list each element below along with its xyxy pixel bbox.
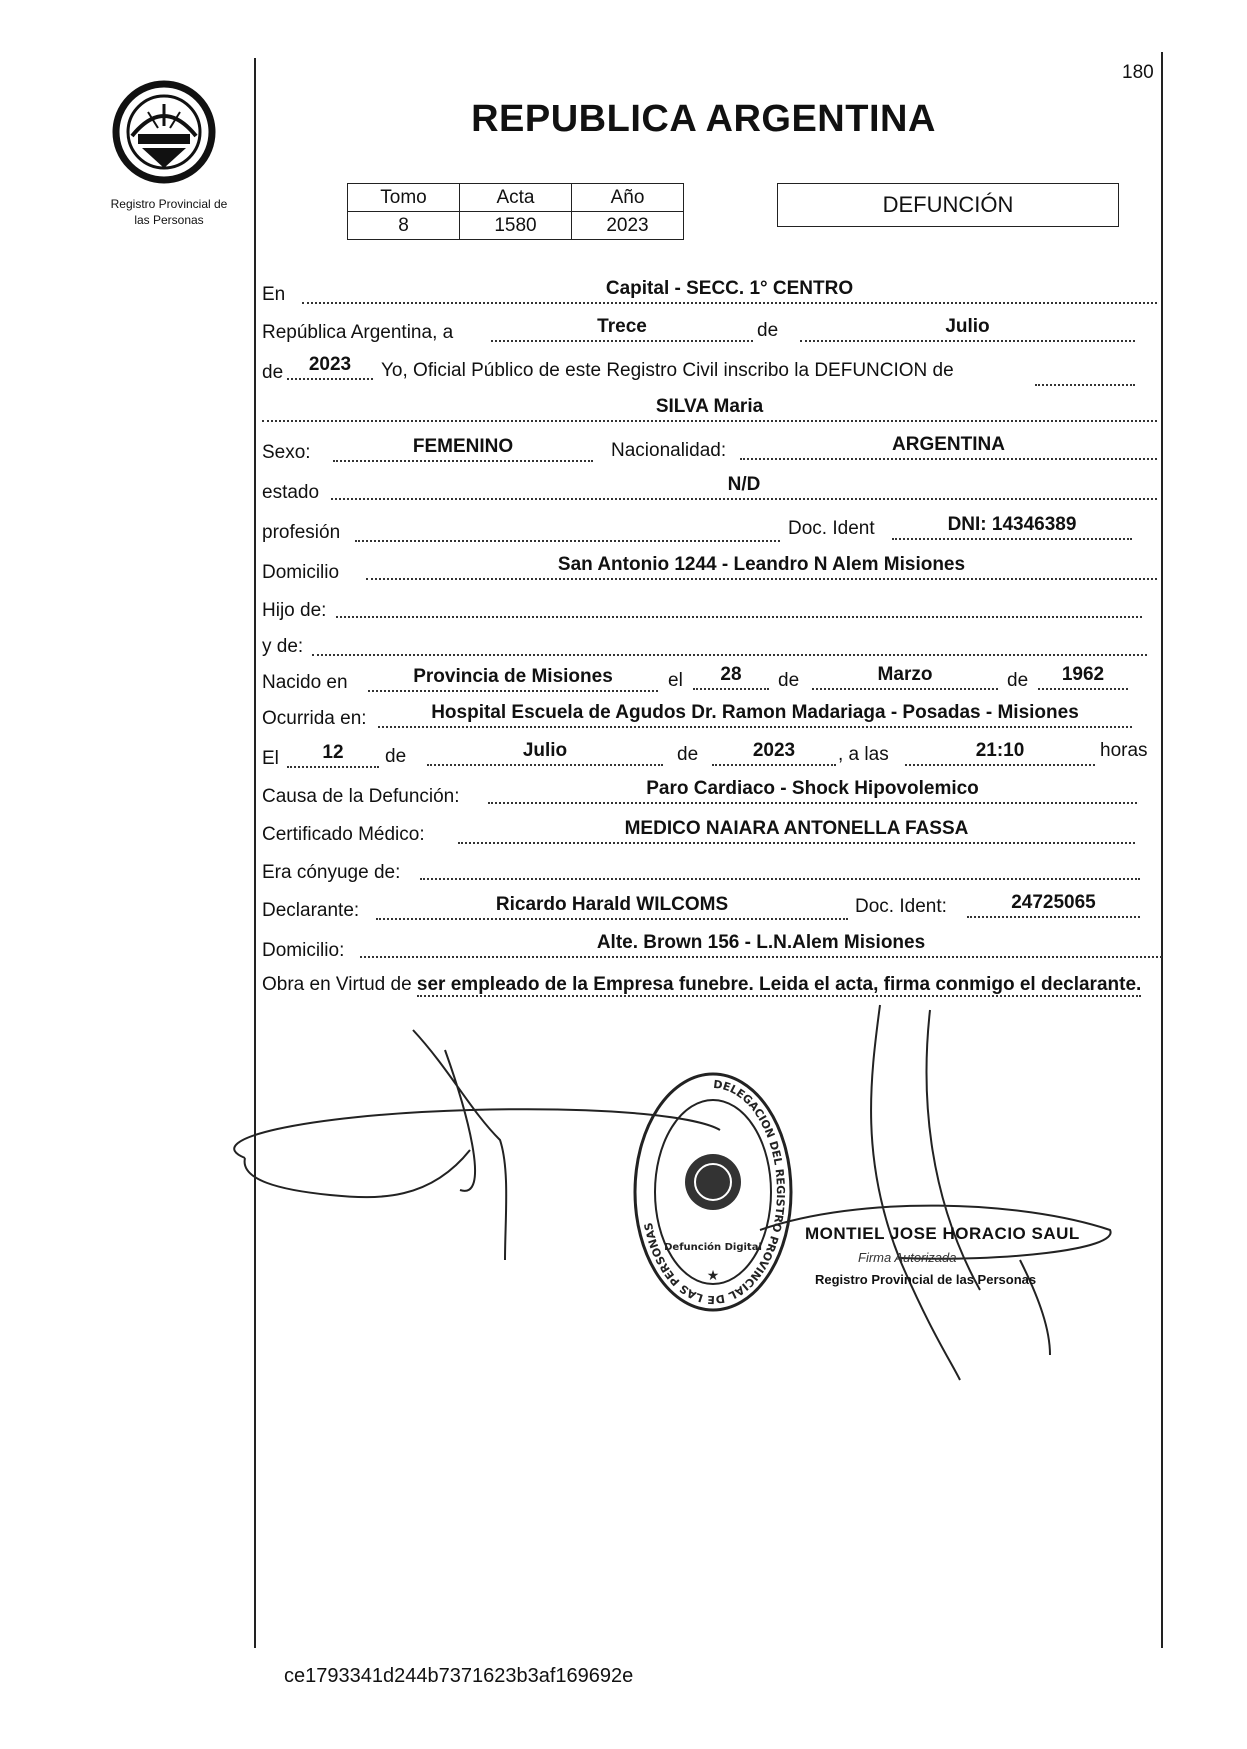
death-day-value: 12 bbox=[287, 740, 379, 768]
label-horas: horas bbox=[1100, 740, 1148, 761]
registry-label-line2: las Personas bbox=[134, 213, 204, 227]
anio-header: Año bbox=[572, 184, 684, 212]
location-value: Capital - SECC. 1° CENTRO bbox=[302, 276, 1157, 304]
declarant-address-value: Alte. Brown 156 - L.N.Alem Misiones bbox=[360, 930, 1162, 958]
closing-underlined: ser empleado de la Empresa funebre. Leida el acta, firma conmigo el declarante. bbox=[416, 974, 1142, 995]
deceased-name-value: SILVA Maria bbox=[262, 394, 1157, 422]
label-en: En bbox=[262, 284, 286, 305]
address-value: San Antonio 1244 - Leandro N Alem Misiones bbox=[366, 552, 1157, 580]
document-hash: ce1793341d244b7371623b3af169692e bbox=[284, 1665, 634, 1687]
tomo-value: 8 bbox=[348, 212, 460, 240]
birth-place-value: Provincia de Misiones bbox=[368, 664, 658, 692]
official-name: MONTIEL JOSE HORACIO SAUL bbox=[805, 1224, 1080, 1243]
stamp-inner-text: Defunción Digital bbox=[664, 1242, 762, 1253]
acta-header: Acta bbox=[460, 184, 572, 212]
label-a-las: , a las bbox=[838, 744, 889, 765]
certifier-value: MEDICO NAIARA ANTONELLA FASSA bbox=[458, 816, 1135, 844]
label-de-month: de bbox=[757, 320, 779, 341]
official-office: Registro Provincial de las Personas bbox=[815, 1272, 1037, 1287]
label-doc-ident-declarant: Doc. Ident: bbox=[855, 896, 947, 917]
tomo-header: Tomo bbox=[348, 184, 460, 212]
year-value: 2023 bbox=[287, 352, 373, 380]
death-place-value: Hospital Escuela de Agudos Dr. Ramon Madariaga - Posadas - Misiones bbox=[378, 700, 1132, 728]
label-estado: estado bbox=[262, 482, 320, 503]
label-el: el bbox=[668, 670, 683, 691]
death-month-value: Julio bbox=[427, 738, 663, 766]
label-y-de: y de: bbox=[262, 636, 304, 657]
label-el-cap: El bbox=[262, 748, 279, 769]
label-de-birth-year: de bbox=[1007, 670, 1029, 691]
label-certificado: Certificado Médico: bbox=[262, 824, 425, 845]
closing-prefix: Obra en Virtud de bbox=[262, 974, 417, 995]
stamp-star-icon: ★ bbox=[706, 1268, 720, 1284]
death-time-value: 21:10 bbox=[905, 738, 1095, 766]
birth-day-value: 28 bbox=[693, 662, 769, 690]
label-sexo: Sexo: bbox=[262, 442, 311, 463]
page-number: 180 bbox=[1122, 62, 1154, 83]
month-value: Julio bbox=[800, 314, 1135, 342]
label-conyuge: Era cónyuge de: bbox=[262, 862, 401, 883]
sex-value: FEMENINO bbox=[333, 434, 593, 462]
label-nacido-en: Nacido en bbox=[262, 672, 348, 693]
label-de-year: de bbox=[262, 362, 284, 383]
label-nacionalidad: Nacionalidad: bbox=[611, 440, 727, 461]
official-role: Firma Autorizada bbox=[858, 1250, 957, 1265]
label-profesion: profesión bbox=[262, 522, 341, 543]
cause-value: Paro Cardiaco - Shock Hipovolemico bbox=[488, 776, 1137, 804]
declarant-doc-value: 24725065 bbox=[967, 890, 1140, 918]
declarant-value: Ricardo Harald WILCOMS bbox=[376, 892, 848, 920]
stamp-ring-text: DELEGACION DEL REGISTRO PROVINCIAL DE LAS PERSONAS bbox=[641, 1077, 787, 1307]
label-de-death-year: de bbox=[677, 744, 699, 765]
day-words-value: Trece bbox=[491, 314, 753, 342]
label-de-death-month: de bbox=[385, 746, 407, 767]
document-title: REPUBLICA ARGENTINA bbox=[471, 98, 936, 140]
death-year-value: 2023 bbox=[712, 738, 836, 766]
label-causa: Causa de la Defunción: bbox=[262, 786, 460, 807]
label-de-birth-month: de bbox=[778, 670, 800, 691]
label-doc-ident: Doc. Ident bbox=[788, 518, 875, 539]
official-signature bbox=[760, 1005, 1111, 1380]
record-type: DEFUNCIÓN bbox=[882, 192, 1014, 217]
birth-month-value: Marzo bbox=[812, 662, 998, 690]
civil-status-value: N/D bbox=[331, 472, 1157, 500]
label-ocurrida-en: Ocurrida en: bbox=[262, 708, 367, 729]
anio-value: 2023 bbox=[572, 212, 684, 240]
label-republica: República Argentina, a bbox=[262, 322, 454, 343]
birth-year-value: 1962 bbox=[1038, 662, 1128, 690]
registry-stamp bbox=[631, 1070, 796, 1315]
label-domicilio: Domicilio bbox=[262, 562, 340, 583]
label-hijo-de: Hijo de: bbox=[262, 600, 327, 621]
label-domicilio-declarant: Domicilio: bbox=[262, 940, 345, 961]
acta-value: 1580 bbox=[460, 212, 572, 240]
registry-label-line1: Registro Provincial de bbox=[110, 197, 228, 211]
document-value: DNI: 14346389 bbox=[892, 512, 1132, 540]
nationality-value: ARGENTINA bbox=[740, 432, 1157, 460]
label-declarante: Declarante: bbox=[262, 900, 360, 921]
label-oficial: Yo, Oficial Público de este Registro Civil inscribo la DEFUNCION de bbox=[381, 360, 954, 381]
